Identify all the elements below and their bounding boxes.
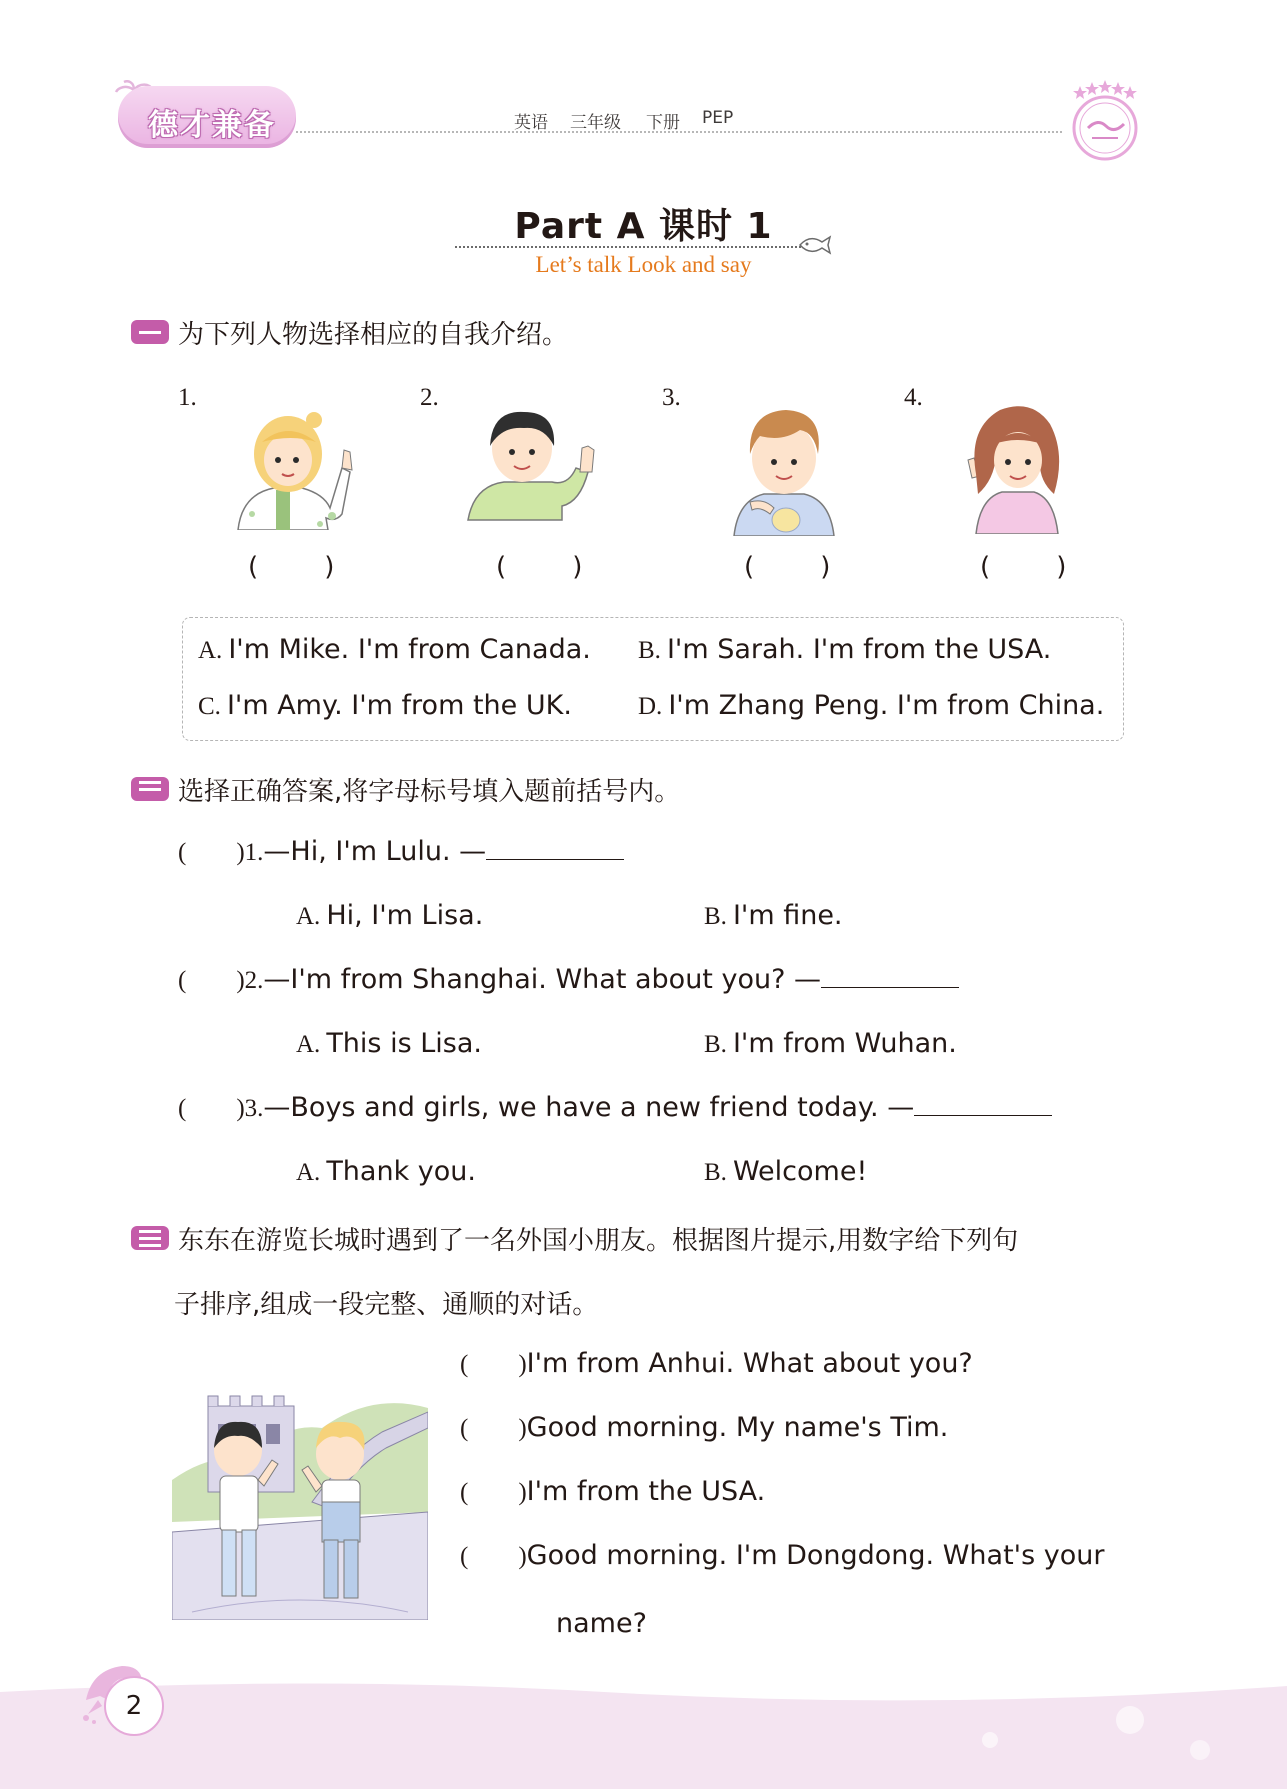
q2-a-text: This is Lisa. xyxy=(326,1028,482,1059)
dialogue-item-2-text: Good morning. My name's Tim. xyxy=(526,1412,949,1443)
dialogue-item-4 xyxy=(460,1540,1104,1571)
q2-b-letter: B. xyxy=(704,1031,727,1058)
question-1-text: —Hi, I'm Lulu. — xyxy=(263,836,487,867)
dialogue-item-4-continuation: name? xyxy=(556,1608,647,1639)
question-2-number: 2. xyxy=(244,967,264,994)
girl-blonde-illustration xyxy=(232,398,358,530)
q1-b-text: I'm fine. xyxy=(732,900,843,931)
option-b-text: I'm Sarah. I'm from the USA. xyxy=(666,634,1052,665)
answer-paren-2[interactable]: ( ) xyxy=(496,552,583,582)
person-2-number: 2. xyxy=(420,384,439,411)
person-3-number: 3. xyxy=(662,384,681,411)
question-1-paren[interactable]: ( ) xyxy=(178,839,245,866)
q1-b-letter: B. xyxy=(704,903,727,930)
dialogue-item-1 xyxy=(460,1348,973,1379)
q1-a-letter: A. xyxy=(296,903,321,930)
question-1-choice-a xyxy=(296,900,483,931)
section-2-badge xyxy=(131,777,169,801)
question-1 xyxy=(178,836,624,867)
option-b xyxy=(638,634,1051,665)
dialogue-item-4-paren[interactable]: ( ) xyxy=(460,1543,527,1570)
boy-brown-hair-illustration xyxy=(730,402,838,536)
q2-a-letter: A. xyxy=(296,1031,321,1058)
section-2-instruction: 选择正确答案,将字母标号填入题前括号内。 xyxy=(178,777,681,807)
answer-paren-4[interactable]: ( ) xyxy=(980,552,1067,582)
boy-green-shirt-illustration xyxy=(464,402,604,522)
section-1-badge xyxy=(131,320,169,344)
option-d xyxy=(638,690,1104,721)
question-3-blank[interactable] xyxy=(914,1097,1052,1116)
question-1-number: 1. xyxy=(244,839,264,866)
option-d-text: I'm Zhang Peng. I'm from China. xyxy=(668,690,1105,721)
section-3-instruction-line-1: 东东在游览长城时遇到了一名外国小朋友。根据图片提示,用数字给下列句 xyxy=(178,1226,1019,1256)
dialogue-item-1-text: I'm from Anhui. What about you? xyxy=(526,1348,973,1379)
question-3-paren[interactable]: ( ) xyxy=(178,1095,245,1122)
lesson-subtitle: Let’s talk Look and say xyxy=(535,252,752,277)
question-3-choice-a xyxy=(296,1156,476,1187)
answer-paren-1[interactable]: ( ) xyxy=(248,552,335,582)
person-4-number: 4. xyxy=(904,384,923,411)
question-2-choice-b xyxy=(704,1028,957,1059)
question-1-choice-b xyxy=(704,900,843,931)
dialogue-item-3-paren[interactable]: ( ) xyxy=(460,1479,527,1506)
dialogue-item-3 xyxy=(460,1476,765,1507)
lesson-title: Part A 课时 1 xyxy=(514,206,773,247)
question-3-number: 3. xyxy=(244,1095,264,1122)
question-1-blank[interactable] xyxy=(486,841,624,860)
option-c xyxy=(198,690,572,721)
header-grade: 三年级 xyxy=(570,113,621,133)
header-volume: 下册 xyxy=(646,113,680,133)
option-d-letter: D. xyxy=(638,693,663,720)
girl-brown-hair-illustration xyxy=(966,398,1066,534)
title-divider xyxy=(455,246,801,248)
section-3-badge xyxy=(131,1226,169,1250)
person-1-number: 1. xyxy=(178,384,197,411)
q1-a-text: Hi, I'm Lisa. xyxy=(326,900,484,931)
q3-a-letter: A. xyxy=(296,1159,321,1186)
option-a-letter: A. xyxy=(198,637,223,664)
dialogue-item-1-paren[interactable]: ( ) xyxy=(460,1351,527,1378)
dialogue-item-2 xyxy=(460,1412,948,1443)
answer-paren-3[interactable]: ( ) xyxy=(744,552,831,582)
page-number: 2 xyxy=(104,1676,164,1736)
question-2-choice-a xyxy=(296,1028,482,1059)
question-3-text: —Boys and girls, we have a new friend today. — xyxy=(263,1092,915,1123)
question-2-text: —I'm from Shanghai. What about you? — xyxy=(263,964,821,995)
question-2-blank[interactable] xyxy=(821,969,959,988)
brand-logo-text: 德才兼备 xyxy=(148,108,276,143)
q3-b-text: Welcome! xyxy=(732,1156,868,1187)
question-3 xyxy=(178,1092,1052,1123)
great-wall-kids-illustration xyxy=(172,1362,428,1620)
q3-b-letter: B. xyxy=(704,1159,727,1186)
question-3-choice-b xyxy=(704,1156,867,1187)
dialogue-item-2-paren[interactable]: ( ) xyxy=(460,1415,527,1442)
option-a xyxy=(198,634,591,665)
option-b-letter: B. xyxy=(638,637,661,664)
header-subject: 英语 xyxy=(514,113,548,133)
question-2-paren[interactable]: ( ) xyxy=(178,967,245,994)
publisher-seal-icon xyxy=(1068,78,1142,168)
dialogue-item-3-text: I'm from the USA. xyxy=(526,1476,766,1507)
question-2 xyxy=(178,964,959,995)
option-c-letter: C. xyxy=(198,693,221,720)
header-edition: PEP xyxy=(702,108,734,128)
q2-b-text: I'm from Wuhan. xyxy=(732,1028,957,1059)
section-3-instruction-line-2: 子排序,组成一段完整、通顺的对话。 xyxy=(174,1290,599,1320)
q3-a-text: Thank you. xyxy=(326,1156,476,1187)
option-c-text: I'm Amy. I'm from the UK. xyxy=(226,690,572,721)
dialogue-item-4-text: Good morning. I'm Dongdong. What's your xyxy=(526,1540,1105,1571)
bottom-wave-decoration xyxy=(0,1680,1287,1789)
section-1-instruction: 为下列人物选择相应的自我介绍。 xyxy=(178,320,569,350)
option-a-text: I'm Mike. I'm from Canada. xyxy=(228,634,591,665)
